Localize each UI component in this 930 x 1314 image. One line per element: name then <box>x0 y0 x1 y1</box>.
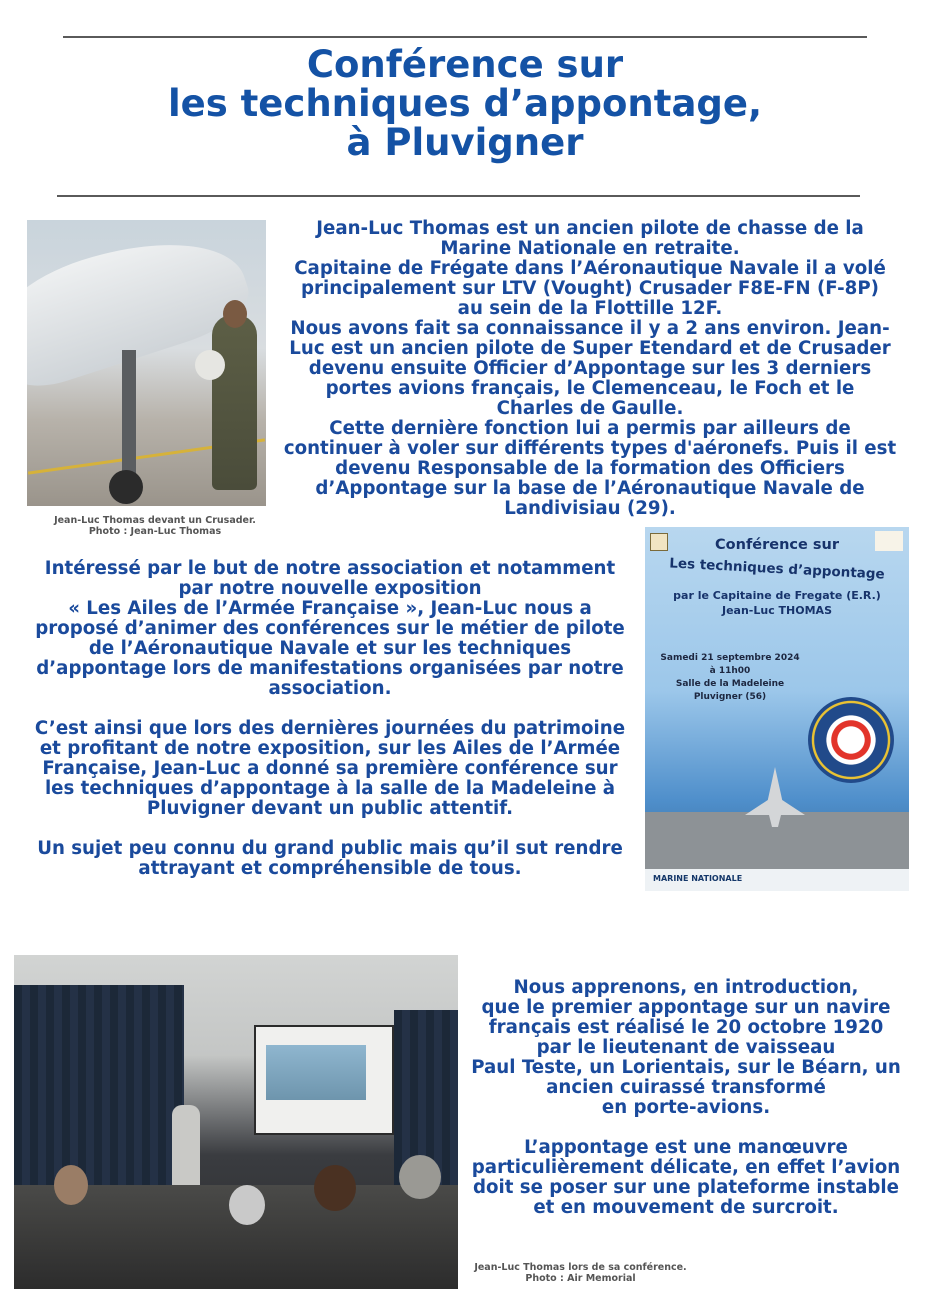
top-divider <box>63 36 867 38</box>
poster-title-3: par le Capitaine de Fregate (E.R.) <box>673 589 881 602</box>
title-line-1: Conférence sur <box>306 43 624 86</box>
poster-event-info: Samedi 21 septembre 2024 à 11h00 Salle de la Madeleine Pluvigner (56) <box>660 653 800 702</box>
poster-title-2: Les techniques d’appontage <box>668 555 886 583</box>
title-line-2: les techniques d’appontage, <box>167 82 763 125</box>
title-line-3: à Pluvigner <box>346 121 584 164</box>
middle-paragraph: Intéressé par le but de notre association et notamment par notre nouvelle exposition « Les Ailes de l’Armée Française », Jean-Luc nous a proposé d’animer des conférences sur le métier de pilote de l’Aéronautique Navale et sur les techniques d’appontage lors de manifestations organisées par notre association. C’est ainsi que lors des dernières journées du patrimoine et profitant de notre exposition, sur les Ailes de l’Armée Française, Jean-Luc a donné sa première conférence sur les techniques d’appontage à la salle de la Madeleine à Pluvigner devant un public attentif. Un sujet peu connu du grand public mais qu’il sut rendre attrayant et compréhensible de tous. <box>34 558 626 879</box>
page-title <box>100 45 830 162</box>
crusader-pilot-photo <box>27 220 266 506</box>
poster-title-1: Conférence sur <box>715 537 839 553</box>
poster-footer: MARINE NATIONALE <box>645 869 909 891</box>
photo-caption-1: Jean-Luc Thomas devant un Crusader. Photo : Jean-Luc Thomas <box>54 515 256 537</box>
title-divider <box>57 195 860 197</box>
naval-aviation-badge-icon <box>808 697 894 783</box>
photo-caption-2: Jean-Luc Thomas lors de sa conférence. Photo : Air Memorial <box>474 1262 687 1284</box>
bottom-paragraph: Nous apprenons, en introduction, que le premier appontage sur un navire français est réalisé le 20 octobre 1920 par le lieutenant de vaisseau Paul Teste, un Lorientais, sur le Béarn, un ancien cuirassé transformé en porte-avions. L’appontage est une manœuvre particulièrement délicate, en effet l’avion doit se poser sur une plateforme instable et en mouvement de surcroit. <box>471 977 901 1218</box>
poster-title-4: Jean-Luc THOMAS <box>721 604 832 617</box>
intro-paragraph: Jean-Luc Thomas est un ancien pilote de chasse de la Marine Nationale en retraite. Capitaine de Frégate dans l’Aéronautique Navale il a volé principalement sur LTV (Vought) Crusader F8E-FN (F-8P) au sein de la Flottille 12F. Nous avons fait sa connaissance il y a 2 ans environ. Jean- Luc est un ancien pilote de Super Etendard et de Crusader devenu ensuite Officier d’Appontage sur les 3 derniers portes avions français, le Clemenceau, le Foch et le Charles de Gaulle. Cette dernière fonction lui a permis par ailleurs de continuer à voler sur différents types d'aéronefs. Puis il est devenu Responsable de la formation des Officiers d’Appontage sur la base de l’Aéronautique Navale de Landivisiau (29). <box>283 218 897 519</box>
conference-room-photo <box>14 955 458 1289</box>
conference-poster <box>645 527 909 891</box>
